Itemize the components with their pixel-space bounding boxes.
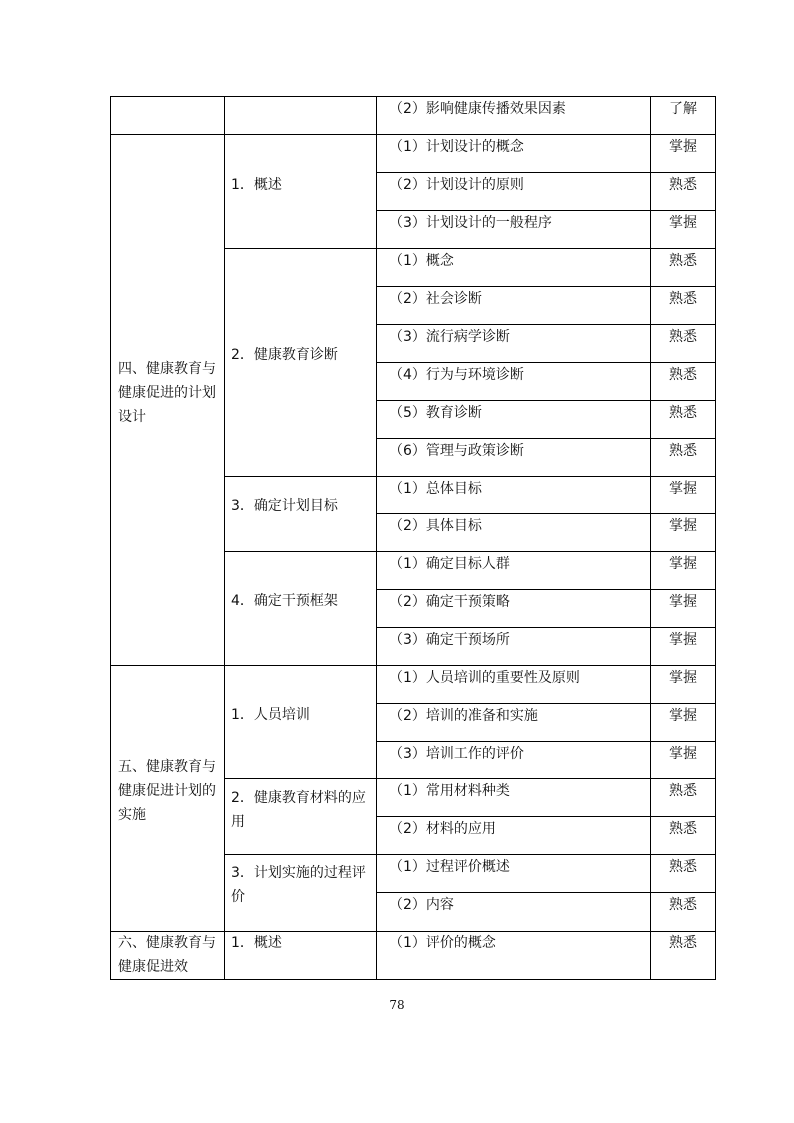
column-divider-1 [224, 96, 225, 979]
mastery-level: 熟悉 [669, 405, 697, 421]
mastery-level: 掌握 [669, 746, 697, 762]
content-item: （3）培训工作的评价 [389, 746, 524, 762]
mastery-level: 掌握 [669, 481, 697, 497]
subtopic-title: 3．确定计划目标 [231, 498, 338, 514]
content-item: （2）确定干预策略 [389, 594, 510, 610]
subtopic-title: 3．计划实施的过程评价 [231, 865, 366, 905]
mastery-level: 掌握 [669, 139, 697, 155]
mastery-level: 掌握 [669, 518, 697, 534]
mastery-level: 熟悉 [669, 821, 697, 837]
content-item: （5）教育诊断 [389, 405, 482, 421]
content-item: （1）概念 [389, 253, 454, 269]
mastery-level: 熟悉 [669, 177, 697, 193]
mastery-level: 熟悉 [669, 897, 697, 913]
content-item: （3）计划设计的一般程序 [389, 215, 552, 231]
sub-divider [224, 248, 716, 249]
section-title: 五、健康教育与健康促进计划的实施 [118, 759, 216, 823]
subtopic-title: 1．人员培训 [231, 707, 310, 723]
subtopic-title: 1．概述 [231, 935, 282, 951]
subtopic-title: 4．确定干预框架 [231, 593, 338, 609]
content-item: （1）人员培训的重要性及原则 [389, 670, 580, 686]
content-item: （2）内容 [389, 897, 454, 913]
content-item: （1）总体目标 [389, 481, 482, 497]
content-item: （1）常用材料种类 [389, 783, 510, 799]
section-title: 六、健康教育与健康促进效 [118, 935, 216, 975]
mastery-level: 熟悉 [669, 367, 697, 383]
content-item: （2）培训的准备和实施 [389, 708, 538, 724]
content-item: （2）材料的应用 [389, 821, 496, 837]
page-number: 78 [389, 998, 405, 1012]
mastery-level: 熟悉 [669, 443, 697, 459]
table-border-right [715, 96, 716, 979]
mastery-level: 熟悉 [669, 859, 697, 875]
mastery-level: 熟悉 [669, 329, 697, 345]
mastery-level: 掌握 [669, 632, 697, 648]
mastery-level: 掌握 [669, 670, 697, 686]
content-item: （2）计划设计的原则 [389, 177, 524, 193]
section-title: 四、健康教育与健康促进的计划设计 [118, 361, 216, 425]
mastery-level: 熟悉 [669, 253, 697, 269]
content-item: （6）管理与政策诊断 [389, 443, 524, 459]
content-item: （1）评价的概念 [389, 935, 496, 951]
table-border-bottom [110, 979, 716, 980]
mastery-level: 熟悉 [669, 935, 697, 951]
subtopic-title: 1．概述 [231, 177, 282, 193]
table-border-left [110, 96, 111, 979]
content-item: （3）流行病学诊断 [389, 329, 510, 345]
mastery-level: 熟悉 [669, 291, 697, 307]
content-item: （1）确定目标人群 [389, 556, 510, 572]
mastery-level: 了解 [669, 101, 697, 117]
content-item: （4）行为与环境诊断 [389, 367, 524, 383]
mastery-level: 掌握 [669, 215, 697, 231]
subtopic-title: 2．健康教育诊断 [231, 347, 338, 363]
content-item: （1）过程评价概述 [389, 859, 510, 875]
content-item: （2）社会诊断 [389, 291, 482, 307]
content-item: （2）影响健康传播效果因素 [389, 101, 566, 117]
column-divider-2 [376, 96, 377, 979]
mastery-level: 熟悉 [669, 783, 697, 799]
mastery-level: 掌握 [669, 708, 697, 724]
mastery-level: 掌握 [669, 594, 697, 610]
subtopic-title: 2．健康教育材料的应用 [231, 790, 366, 830]
content-item: （2）具体目标 [389, 518, 482, 534]
content-item: （3）确定干预场所 [389, 632, 510, 648]
mastery-level: 掌握 [669, 556, 697, 572]
content-item: （1）计划设计的概念 [389, 139, 524, 155]
